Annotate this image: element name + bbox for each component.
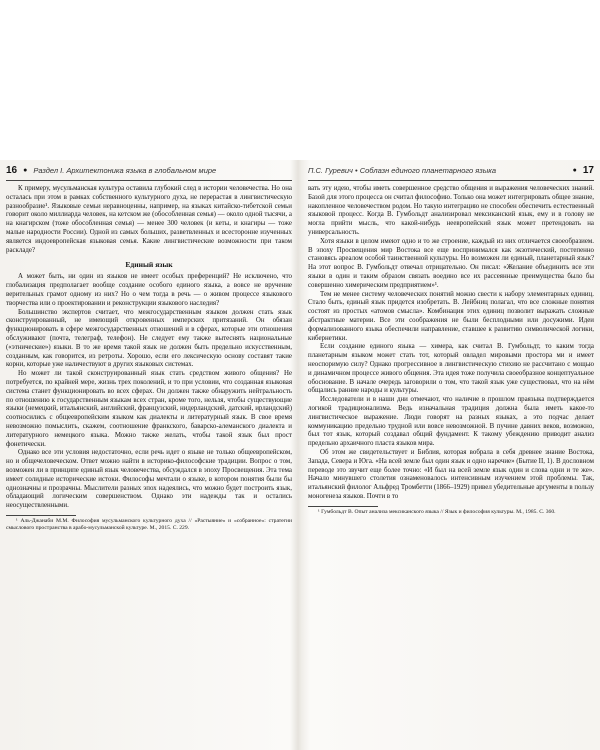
- header-bullet: ●: [572, 166, 577, 174]
- page-number: 17: [582, 164, 594, 176]
- paragraph: Однако все эти условия недостаточно, если речь идет о языке не только общеевропейском, но и общечеловеческом. Ответ можно найти в историко-философские традиции. Вопрос о том, возможен ли в принципе единый язык человечества, обсуждался в эпоху Просвещения. Эта тема имеет солидные исторические истоки. Философы мечтали о языке, в котором понятия были бы однозначны и прозрачны. Мыслители разных эпох надеялись, что можно будет построить язык, обладающий логическим совершенством. Однако эти надежды так и остались неосуществленными.: [6, 449, 292, 510]
- right-page: [308, 160, 594, 516]
- footnote-rule: [6, 515, 76, 516]
- paragraph: вать эту идею, чтобы иметь совершенное средство общения и выражения человеческих знаний. Базой для этого процесса он считал философию. Только она может интегрировать общее знание, накопленное человечеством родом. Но такую интеграцию не способен обеспечить естественный языковой процесс. Когда В. Гумбольдт анализировал мексиканский язык, ему и в голову не могла прийти мысль, что какой-нибудь неевропейский язык может претендовать на универсальность.: [308, 185, 594, 236]
- paragraph: Тем не менее систему человеческих понятий можно свести к набору элементарных единиц. Стало быть, единый язык придется изобретать. В. Лейбниц полагал, что все сложные понятия состоят из простых «атомов смысла». Комбинация этих единиц позволит выражать сложные абстрактные материи. Все эти соображения не были бесплодными или досужими. Идеи формализованного языка обеспечили направление, ставшее к развитию символической логики, кибернетики.: [308, 290, 594, 342]
- footnote: ¹ Аль-Джанаби М.М. Философия мусульманского культурного духа // «Растыяние» и «собранное»: стратегии смыслового пространства в арабо-мусульманской культуре. М., 2015. С. 229.: [6, 517, 292, 532]
- right-page-header: [308, 160, 594, 181]
- paragraph: Если создание единого языка — химера, как считал В. Гумбольдт, то каким тогда планетарным языком может стать тот, который овладел мировыми простора ми и имеет неоспоримую силу? Однако прогрессивное в лингвистическую стихию не рассчитано с мощью и динамичном процессе живого общения. Эта идея тоже получила своеобразное концептуальное обоснование. В начале очередь заговорили о том, что такой язык уже существовал, что на нём общались ранние народы и культуры.: [308, 343, 594, 395]
- paragraph: Хотя языки в целом имеют одно и то же строение, каждый из них отличается своеобразием. В эпоху Просвещения мир Востока все еще воспринимался как экзотический, постепенно становясь ареалом особой таинственной культуры. Но возможен ли единый, планетарный язык? На этот вопрос В. Гумбольдт отвечал отрицательно. Он писал: «Желание объединить все эти языки в один и таким образом связать воедино все их рассеянные преимущества было бы совершенно химерическим предприятием»¹.: [308, 237, 594, 289]
- running-head: П.С. Гуревич • Соблазн единого планетарного языка: [308, 165, 496, 175]
- section-title: Единый язык: [125, 260, 173, 270]
- paragraph: Но может ли такой сконструированный язык стать средством живого общения? Не потребуется, по крайней мере, жизнь трех поколений, и то при условии, что созданная языковая система станет функционировать во всех сферах. Он должен также обнаружить нейтральность по отношению к государственным языкам всех стран, кроме того, нельзя, чтобы существующие языки (немецкий, итальянский, английский, французский, нидерландский, датский, ирландский) соотносились с общеевропейским языком как диалекты и литературный язык. В свое время невозможно помыслить, скажем, соотношение франкского, баварско-алеманского диалекта и литературного немецкого языка. Можно также желать, чтобы такой язык был прост фонетически.: [6, 370, 292, 448]
- paragraph: А может быть, ни один из языков не имеет особых преференций? Не исключено, что глобализация предполагает вообще создание особого единого языка, а вовсе не вручение верительных грамот одному из них? Но о чем тогда в речь — о живом процессе языкового творчества или о проектировании и реконструкции языкового наследия?: [6, 273, 292, 307]
- paragraph: К примеру, мусульманская культура оставила глубокий след в истории человечества. Но она осталась при этом в рамках собственного культурного духа, не перерастая в лингвистическую разнообразие¹. Языковые семьи неравноценны, например, на языках китайско-тибетской семьи говорит около миллиарда человек, на кетском же (обособленная семья) — около одной тысячи, а на кнагирском (тоже обособленная семья) — менее 300 человек (и кеты, и кнагиры — тоже малые народности России). Одной из самых больших, разветвленных и всесторонне изученных является индоевропейская языковая семья. Какие лингвистические возможности при таком раскладе?: [6, 185, 292, 254]
- footnote: ¹ Гумбольдт В. Опыт анализа мексиканского языка // Язык и философия культуры. М., 1985. С. 360.: [318, 508, 556, 515]
- left-page: [6, 160, 292, 532]
- paragraph: Об этом же свидетельствует и Библия, которая вобрала в себя древнее знание Востока, Запада, Севера и Юга. «На всей земле был один язык и одно наречие» (Бытие II, 1). В дословном переводе это звучит еще более точно: «И был на всей земле язык один и слова одни и те же». Начало минувшего столетия ознаменовалось интенсивным изучением этой проблемы. Так, итальянский филолог Альфред Тромбетти (1866–1929) привел убедительные аргументы в пользу моногенеза языков. Почти в то: [308, 448, 594, 500]
- header-bullet: ●: [23, 166, 28, 174]
- page-number: 16: [6, 164, 18, 176]
- running-head: Раздел I. Архитектоника языка в глобальном мире: [33, 165, 217, 175]
- paragraph: Большинство экспертов считает, что межгосударственным языком должен стать язык сконструированный, не имеющий откровенных имперских притязаний. Он обязан функционировать в сфере межгосударственных отношений и в сферах, которые эти отношения обслуживают (почта, телеграф, телефон). Не следует ему также вытеснять национальные («этнические») языки. В то же время такой язык не должен быть предельно искусственным, созданным, как говорится, из ретроты. Хорошо, если его лексическую основу составят такие корни, которые уже наличествуют в других языковых системах.: [6, 308, 292, 369]
- book-spread: [0, 160, 600, 750]
- right-page-body: [308, 181, 594, 516]
- left-page-body: [6, 181, 292, 532]
- left-page-header: [6, 160, 292, 181]
- paragraph: Исследователи и в наши дни отмечают, что наличие в прошлом праязыка подтверждается логикой традиционализма. Ведь изначальная традиция должна была иметь какое-то лингвистическое выражение. Люди говорят на разных языках, а это подчас делает коммуникацию предельно трудной или вовсе невозможной. В пучине давних веков, возможно, был тот язык, который создавал общий фундамент. К такому убеждению приводит анализ предельно архаичного пласта языков мира.: [308, 396, 594, 448]
- footnote-rule: [308, 506, 378, 507]
